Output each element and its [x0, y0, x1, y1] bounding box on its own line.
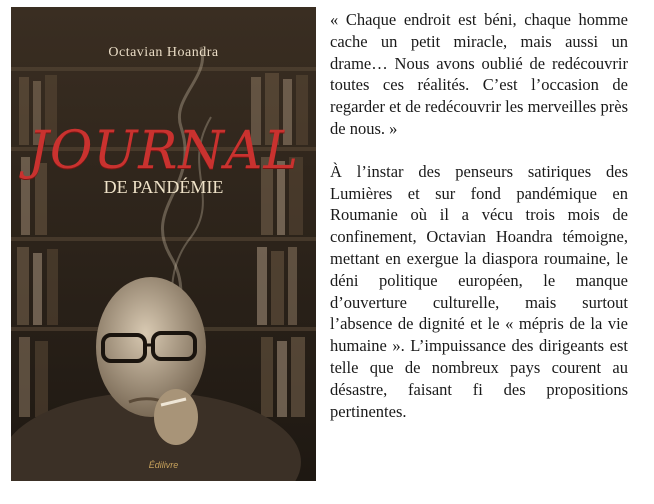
- book-subtitle: DE PANDÉMIE: [103, 177, 224, 197]
- book-title: JOURNAL: [27, 121, 300, 181]
- publisher-logo: Édilivre: [148, 460, 179, 470]
- book-author: Octavian Hoandra: [108, 45, 219, 60]
- summary-paragraph: À l’instar des penseurs satiriques des Lumières et sur fond pandémique en Roumanie où il a vécu trois mois de confinement, Octavian Hoandra témoigne, mettant en exergue la diaspora roumaine, le déni politique européen, le manque d’ouverture culturelle, mais surtout l’absence de dignité et le « mépris de la vie humaine ». L’impuissance des dirigeants est telle que de nombreux pays courent au désastre, faisant fi des propositions pertinentes.: [330, 161, 628, 421]
- quote-paragraph: « Chaque endroit est béni, chaque homme cache un petit miracle, mais aussi un drame… Nous avons oublié de redécouvrir toutes ces réalités. C’est l’occasion de regarder et de redécouvrir les merveilles près de nous. »: [330, 10, 628, 138]
- book-description: [330, 9, 628, 422]
- cover-photo: [11, 7, 316, 481]
- book-cover: [11, 7, 316, 481]
